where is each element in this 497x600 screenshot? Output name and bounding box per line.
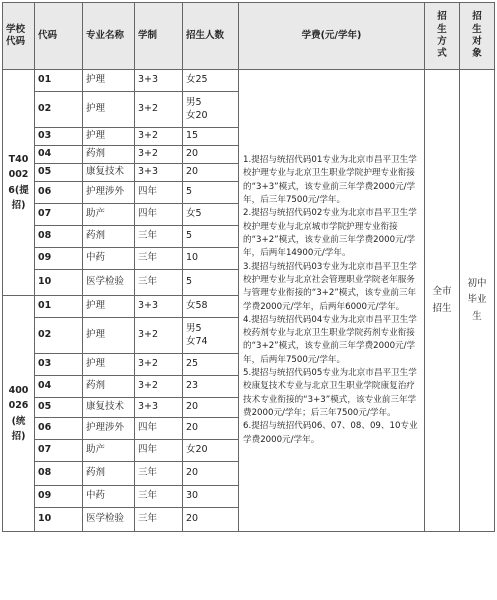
enroll-cell xyxy=(183,296,239,318)
duration-cell: 四年 xyxy=(135,418,183,440)
duration-cell: 3+2 xyxy=(135,92,183,128)
duration-cell: 3+2 xyxy=(135,146,183,164)
fee-note: 3.提招与统招代码03专业为北京市昌平卫生学校护理专业与北京社会管理职业学院老年服务与管理专业衔接的“3+2”模式，该专业前三年学费2000元/学年，后两年6000元/学年。 xyxy=(243,261,417,312)
code-cell: 03 xyxy=(35,354,83,376)
header-code: 代码 xyxy=(35,3,83,70)
fee-note: 2.提招与统招代码02专业为北京市昌平卫生学校护理专业与北京城市学院护理专业衔接的“3+2”模式，该专业前三年学费2000元/学年，后两年14900元/学年。 xyxy=(243,208,417,259)
enroll-cell xyxy=(183,164,239,182)
major-cell: 护理 xyxy=(83,354,135,376)
duration-cell: 3+2 xyxy=(135,318,183,354)
enroll-cell xyxy=(183,204,239,226)
major-cell: 药剂 xyxy=(83,226,135,248)
major-cell: 护理 xyxy=(83,128,135,146)
duration-cell: 3+2 xyxy=(135,128,183,146)
major-cell: 护理 xyxy=(83,318,135,354)
code-cell: 04 xyxy=(35,146,83,164)
duration-cell: 3+3 xyxy=(135,398,183,418)
major-cell: 药剂 xyxy=(83,146,135,164)
code-cell: 02 xyxy=(35,92,83,128)
duration-cell: 四年 xyxy=(135,204,183,226)
enroll-value: 5 xyxy=(186,186,193,198)
code-cell: 09 xyxy=(35,248,83,270)
enroll-value: 25 xyxy=(186,358,199,370)
enroll-cell xyxy=(183,398,239,418)
duration-cell: 三年 xyxy=(135,248,183,270)
fee-note: 4.提招与统招代码04专业为北京市昌平卫生学校药剂专业与北京卫生职业学院药剂专业衔接的“3+2”模式，该专业前三年学费2000元/学年，后两年7500元/学年。 xyxy=(243,314,417,365)
enroll-value: 20 xyxy=(186,513,199,525)
enroll-cell xyxy=(183,146,239,164)
table-body xyxy=(3,70,495,532)
code-cell: 06 xyxy=(35,182,83,204)
code-cell: 08 xyxy=(35,462,83,486)
major-cell: 护理涉外 xyxy=(83,182,135,204)
code-cell: 01 xyxy=(35,70,83,92)
code-cell: 10 xyxy=(35,508,83,532)
major-cell: 护理 xyxy=(83,296,135,318)
enroll-value: 15 xyxy=(186,130,199,142)
major-cell: 康复技术 xyxy=(83,398,135,418)
major-cell: 中药 xyxy=(83,486,135,508)
duration-cell: 三年 xyxy=(135,508,183,532)
enroll-cell xyxy=(183,226,239,248)
enroll-value: 女20 xyxy=(186,444,208,456)
enroll-cell xyxy=(183,70,239,92)
major-cell: 护理 xyxy=(83,70,135,92)
enroll-cell xyxy=(183,440,239,462)
enroll-value: 女5 xyxy=(186,208,202,220)
enroll-cell xyxy=(183,462,239,486)
enroll-value: 20 xyxy=(186,422,199,434)
school-code-cell: T400026(提招) xyxy=(3,70,35,296)
enroll-cell xyxy=(183,318,239,354)
duration-cell: 三年 xyxy=(135,462,183,486)
header-fee: 学费(元/学年) xyxy=(239,3,425,70)
target-cell: 初中毕业生 xyxy=(460,70,495,532)
code-cell: 05 xyxy=(35,164,83,182)
code-cell: 03 xyxy=(35,128,83,146)
duration-cell: 3+3 xyxy=(135,296,183,318)
major-cell: 护理涉外 xyxy=(83,418,135,440)
enroll-value: 20 xyxy=(186,166,199,178)
header-method: 招生方式 xyxy=(425,3,460,70)
enroll-value: 男5 xyxy=(186,323,202,335)
major-cell: 康复技术 xyxy=(83,164,135,182)
header-school-code: 学校代码 xyxy=(3,3,35,70)
code-cell: 07 xyxy=(35,204,83,226)
enroll-cell xyxy=(183,248,239,270)
duration-cell: 3+3 xyxy=(135,70,183,92)
enroll-value: 女74 xyxy=(186,335,208,347)
code-cell: 09 xyxy=(35,486,83,508)
code-cell: 01 xyxy=(35,296,83,318)
duration-cell: 三年 xyxy=(135,226,183,248)
major-cell: 医学检验 xyxy=(83,508,135,532)
enroll-cell xyxy=(183,486,239,508)
header-duration: 学制 xyxy=(135,3,183,70)
duration-cell: 四年 xyxy=(135,182,183,204)
enroll-value: 20 xyxy=(186,148,199,160)
fee-note: 1.提招与统招代码01专业为北京市昌平卫生学校护理专业与北京卫生职业学院护理专业衔接的“3+3”模式，该专业前三年学费2000元/学年，后三年7500元/学年。 xyxy=(243,155,417,205)
header-target: 招生对象 xyxy=(460,3,495,70)
enroll-value: 5 xyxy=(186,276,193,288)
enroll-value: 女20 xyxy=(186,109,208,121)
duration-cell: 3+3 xyxy=(135,164,183,182)
enroll-value: 30 xyxy=(186,490,199,502)
method-cell: 全市招生 xyxy=(425,70,460,532)
enroll-cell xyxy=(183,418,239,440)
fee-note: 6.提招与统招代码06、07、08、09、10专业学费2000元/学年。 xyxy=(243,421,418,445)
duration-cell: 三年 xyxy=(135,486,183,508)
enroll-value: 5 xyxy=(186,230,193,242)
enroll-cell xyxy=(183,376,239,398)
duration-cell: 3+2 xyxy=(135,354,183,376)
major-cell: 医学检验 xyxy=(83,270,135,296)
fee-notes-cell xyxy=(239,70,425,532)
duration-cell: 3+2 xyxy=(135,376,183,398)
enroll-cell xyxy=(183,508,239,532)
duration-cell: 三年 xyxy=(135,270,183,296)
code-cell: 05 xyxy=(35,398,83,418)
code-cell: 07 xyxy=(35,440,83,462)
enroll-value: 女25 xyxy=(186,74,208,86)
code-cell: 08 xyxy=(35,226,83,248)
enrollment-table xyxy=(2,2,495,532)
duration-cell: 四年 xyxy=(135,440,183,462)
major-cell: 助产 xyxy=(83,204,135,226)
enroll-value: 男5 xyxy=(186,97,202,109)
header-major: 专业名称 xyxy=(83,3,135,70)
table-row xyxy=(3,70,495,92)
major-cell: 助产 xyxy=(83,440,135,462)
enroll-value: 女58 xyxy=(186,300,208,312)
enroll-value: 23 xyxy=(186,380,199,392)
code-cell: 10 xyxy=(35,270,83,296)
enroll-cell xyxy=(183,128,239,146)
enroll-cell xyxy=(183,92,239,128)
code-cell: 02 xyxy=(35,318,83,354)
code-cell: 06 xyxy=(35,418,83,440)
enroll-cell xyxy=(183,270,239,296)
enroll-cell xyxy=(183,182,239,204)
major-cell: 护理 xyxy=(83,92,135,128)
enroll-value: 20 xyxy=(186,401,199,413)
code-cell: 04 xyxy=(35,376,83,398)
enroll-cell xyxy=(183,354,239,376)
school-code-cell: 400026(统招) xyxy=(3,296,35,532)
header-enroll: 招生人数 xyxy=(183,3,239,70)
header-row xyxy=(3,3,495,70)
major-cell: 中药 xyxy=(83,248,135,270)
fee-note: 5.提招与统招代码05专业为北京市昌平卫生学校康复技术专业与北京卫生职业学院康复治疗技术专业衔接的“3+3”模式，该专业前三年学费2000元/学年；后三年7500元/学年。 xyxy=(243,368,417,418)
enroll-value: 20 xyxy=(186,467,199,479)
major-cell: 药剂 xyxy=(83,376,135,398)
major-cell: 药剂 xyxy=(83,462,135,486)
enroll-value: 10 xyxy=(186,252,199,264)
